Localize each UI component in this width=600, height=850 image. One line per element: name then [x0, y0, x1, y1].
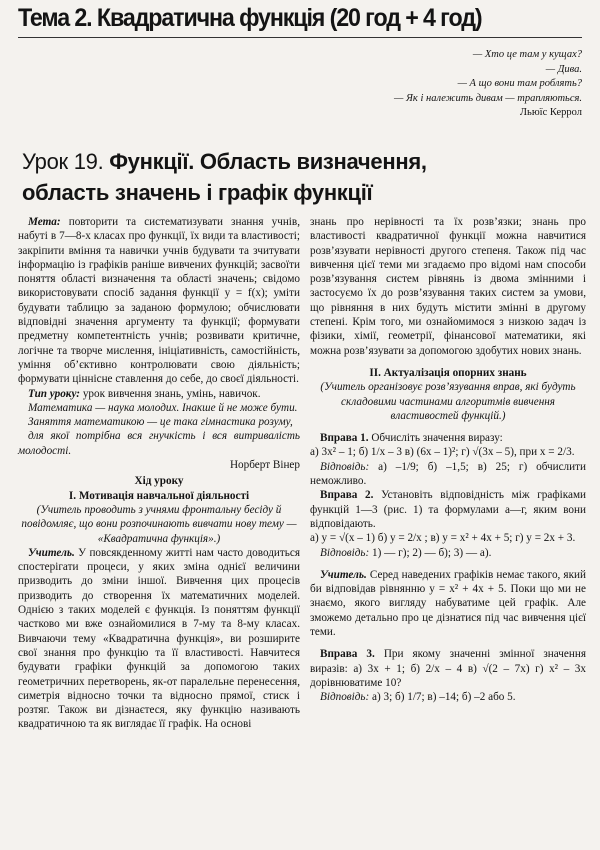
epigraph-line: — Дива. — [545, 63, 582, 75]
teacher2-label: Учитель. — [320, 568, 367, 581]
exercise-3-answer-text: а) 3; б) 1/7; в) –14; б) –2 або 5. — [372, 691, 516, 704]
exercise-2-label: Вправа 2. — [320, 489, 374, 502]
exercise-2-items: а) y = √(x – 1) б) y = 2/x ; в) y = x² + 4x + 5; г) y = 2x + 3. — [310, 532, 576, 545]
lesson-title — [22, 146, 582, 208]
epigraph-line: — А що вони там роблять? — [457, 78, 582, 90]
teacher2-paragraph — [310, 568, 586, 639]
exercise-1-answer — [310, 460, 586, 489]
answer-label: Відповідь: — [320, 546, 370, 559]
exercise-2-answer-text: 1) — г); 2) — б); 3) — а). — [372, 546, 492, 559]
teacher-paragraph — [18, 546, 300, 732]
exercise-1 — [310, 431, 586, 445]
exercise-1-label: Вправа 1. — [320, 432, 369, 445]
lesson-number: Урок 19. — [22, 149, 104, 174]
type-label: Тип уроку: — [28, 387, 81, 400]
header-divider — [18, 37, 582, 38]
goal-label: Мета: — [28, 216, 61, 228]
lesson-title-line1: Функції. Область визначення, — [109, 149, 427, 174]
course-heading: Хід уроку — [134, 475, 184, 488]
exercise-3-text: При якому значенні змінної значення виразів: а) 3x + 1; б) 2/x – 4 в) √(2 – 7x) г) x² – 3x дорівнюватиме 10? — [310, 648, 587, 689]
quote-a: Математика — наука молодих. Інакше й не може бути. — [28, 401, 298, 414]
quote-c: для якої потрібна вся гнучкість і вся витривалість молодості. — [18, 430, 300, 457]
topic-title: Тема 2. Квадратична функція (20 год + 4 год) — [18, 4, 482, 32]
teacher-label: Учитель. — [28, 546, 75, 559]
lesson-type — [18, 387, 300, 401]
teacher-text: У повсякденному житті нам часто доводиться спостерігати процеси, у яких зміна однієї величини призводить до зміни іншої. Вивчення цих процесів призводить до створення їх математичних моделей. Однією з таких моделей є функція. Із поняттям функції частково ми вже ознайомилися в 7-му та 8-му класах. Вивчаючи тему «Квадратична функція», ви розширите свої знання про функцію та її властивості. Навчитеся будувати графіки функцій за допомогою таких геометричних перетворень, як-от паралельне перенесення, симетрія відносно точки та відносно прямої, стиск і розтяг. Також ви дізнаєтеся, яку функцію називають квадратичною та як виглядає її графік. На основі — [18, 546, 301, 731]
epigraph-line: — Як і належить дивам — трапляються. — [394, 92, 582, 104]
exercise-1-answer-text: а) –1/9; б) –1,5; в) 25; г) обчислити неможливо. — [310, 460, 587, 488]
continuation-paragraph: знань про нерівності та їх розв’язки; знань про властивості квадратичної функції можна навчитися розв’язувати нерівності другого степеня. Також під час вивчення цієї теми ми згадаємо про відомі нам способи розв’язування систем рівнянь із двома змінними і застосуємо їх до розв’язування таких систем за умови, що рівняння в них будуть містити змінні в другому степені. Крім того, ми ознайомимося з низкою задач із фізики, хімії, геометрії, фінансової математики, які можна розв’язувати за допомогою здобутих нових знань. — [310, 216, 586, 357]
exercise-1-text: Обчисліть значення виразу: — [371, 432, 503, 445]
lesson-title-line2: область значень і графік функції — [22, 180, 373, 205]
section1-heading: I. Мотивація навчальної діяльності — [68, 489, 250, 502]
teacher2-text: Серед наведених графіків немає такого, який би відповідав рівнянню y = x² + 4x + 5. Поки що ми не знаємо, якого вигляду набуватиме цей графік. Але зможемо детально про це дізнатися під час вивчення цієї теми. — [310, 568, 586, 639]
section1-note: (Учитель проводить з учнями фронтальну бесіду й повідомляє, що вони розпочинають вивчати нову тему — «Квадратична функція».) — [21, 503, 297, 545]
exercise-2-answer — [310, 546, 586, 560]
exercise-3 — [310, 647, 586, 690]
epigraph — [282, 48, 582, 121]
exercise-3-label: Вправа 3. — [320, 648, 375, 661]
type-text: урок вивчення знань, умінь, навичок. — [82, 387, 261, 400]
answer-label: Відповідь: — [320, 691, 370, 704]
left-column — [18, 215, 300, 732]
goal-paragraph — [18, 215, 300, 387]
exercise-3-answer — [310, 690, 586, 704]
answer-label: Відповідь: — [320, 460, 370, 473]
epigraph-author: Льюїс Керрол — [519, 107, 582, 119]
quote-author: Норберт Вінер — [229, 459, 300, 472]
exercise-1-items: а) 3x² – 1; б) 1/x – 3 в) (6x – 1)²; г) √(3x – 5), при x = 2/3. — [310, 446, 575, 459]
quote-b: Заняття математикою — це така гімнастика розуму, — [28, 416, 293, 429]
section2-heading: II. Актуалізація опорних знань — [369, 366, 527, 379]
goal-text: повторити та систематизувати знання учнів, набуті в 7—8-х класах про функції, їх види та властивості; закріпити вміння та навички учнів будувати та зчитувати інформацію із графіків раніше вивчених функцій; засвоїти поняття області визначення та області значень; свідомо використовувати спосіб задання функції y = f(x); уміти будувати таблицю за заданою формулою; обчислювати відповідні значення аргументу та функції; формувати предметну компетентність учнів; розвивати критичне, логічне та творче мислення, ініціативність, самостійність, уміння об’єктивно контролювати свою діяльність; формувати ціннісне ставлення до себе, до своєї діяльності. — [18, 216, 300, 386]
right-column — [310, 215, 586, 705]
section2-note: (Учитель організовує розв’язування вправ, які будуть складовими частинами алгоритмів вивчення властивостей функцій.) — [320, 381, 576, 422]
epigraph-line: — Хто це там у кущах? — [472, 49, 582, 60]
exercise-2-text: Установіть відповідність між графіками функцій 1—3 (рис. 1) та формулами а—г, яким вони відповідають. — [310, 489, 587, 530]
exercise-2 — [310, 488, 586, 531]
